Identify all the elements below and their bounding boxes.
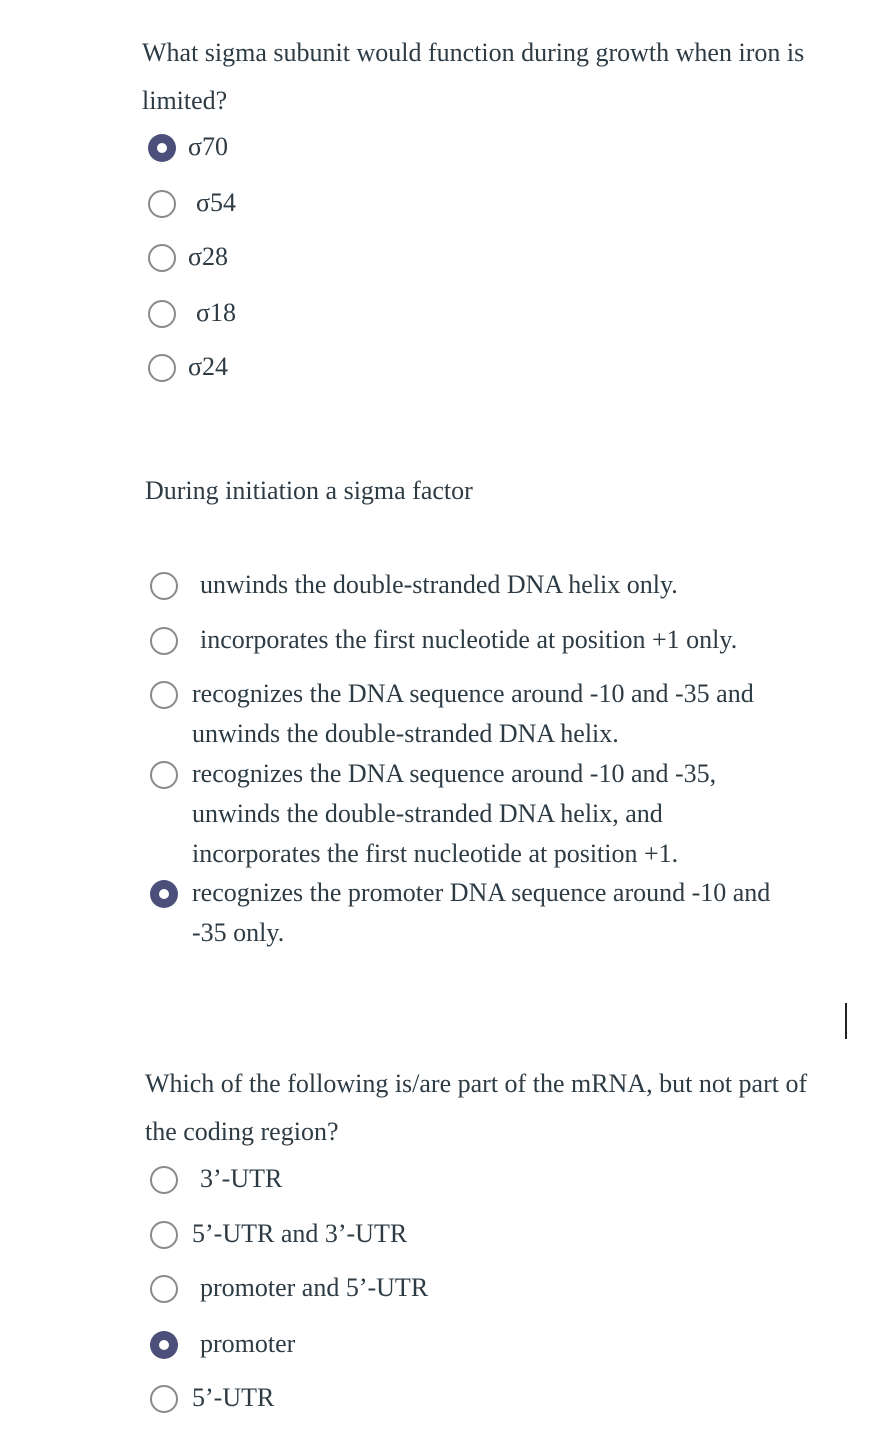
option-label: 5’-UTR and 3’-UTR — [192, 1219, 408, 1248]
option-label: σ70 — [188, 132, 229, 161]
option-label: recognizes the promoter DNA sequence around -10 and -35 only. — [192, 878, 771, 947]
radio-button[interactable] — [148, 190, 176, 218]
radio-button-selected[interactable] — [150, 880, 178, 908]
option-label: σ28 — [188, 242, 229, 271]
question-1-text: What sigma subunit would function during growth when iron is limited? — [142, 38, 805, 115]
radio-button[interactable] — [148, 300, 176, 328]
radio-button[interactable] — [150, 1275, 178, 1303]
option-label: recognizes the DNA sequence around -10 and -35 and unwinds the double-stranded DNA helix. — [192, 679, 754, 748]
option-label: promoter and 5’-UTR — [200, 1273, 429, 1302]
radio-button[interactable] — [150, 681, 178, 709]
question-2-text: During initiation a sigma factor — [145, 476, 473, 505]
option-label: unwinds the double-stranded DNA helix only. — [200, 570, 678, 599]
radio-button[interactable] — [150, 761, 178, 789]
radio-button[interactable] — [150, 1385, 178, 1413]
radio-button[interactable] — [148, 354, 176, 382]
option-label: incorporates the first nucleotide at position +1 only. — [200, 625, 738, 654]
radio-button[interactable] — [150, 1221, 178, 1249]
option-label: σ24 — [188, 352, 229, 381]
option-label: 3’-UTR — [200, 1164, 283, 1193]
option-label: σ18 — [196, 298, 237, 327]
option-label: recognizes the DNA sequence around -10 and -35, unwinds the double-stranded DNA helix, and incorporates the first nucleotide at position +1. — [192, 759, 717, 868]
option-label: σ54 — [196, 188, 237, 217]
radio-button-selected[interactable] — [150, 1331, 178, 1359]
radio-button[interactable] — [148, 244, 176, 272]
radio-button-selected[interactable] — [148, 134, 176, 162]
option-label: 5’-UTR — [192, 1383, 275, 1412]
radio-button[interactable] — [150, 1166, 178, 1194]
radio-button[interactable] — [150, 627, 178, 655]
text-cursor-icon — [845, 1003, 847, 1039]
radio-button[interactable] — [150, 572, 178, 600]
question-3-text: Which of the following is/are part of the mRNA, but not part of the coding region? — [145, 1069, 808, 1146]
option-label: promoter — [200, 1329, 296, 1358]
